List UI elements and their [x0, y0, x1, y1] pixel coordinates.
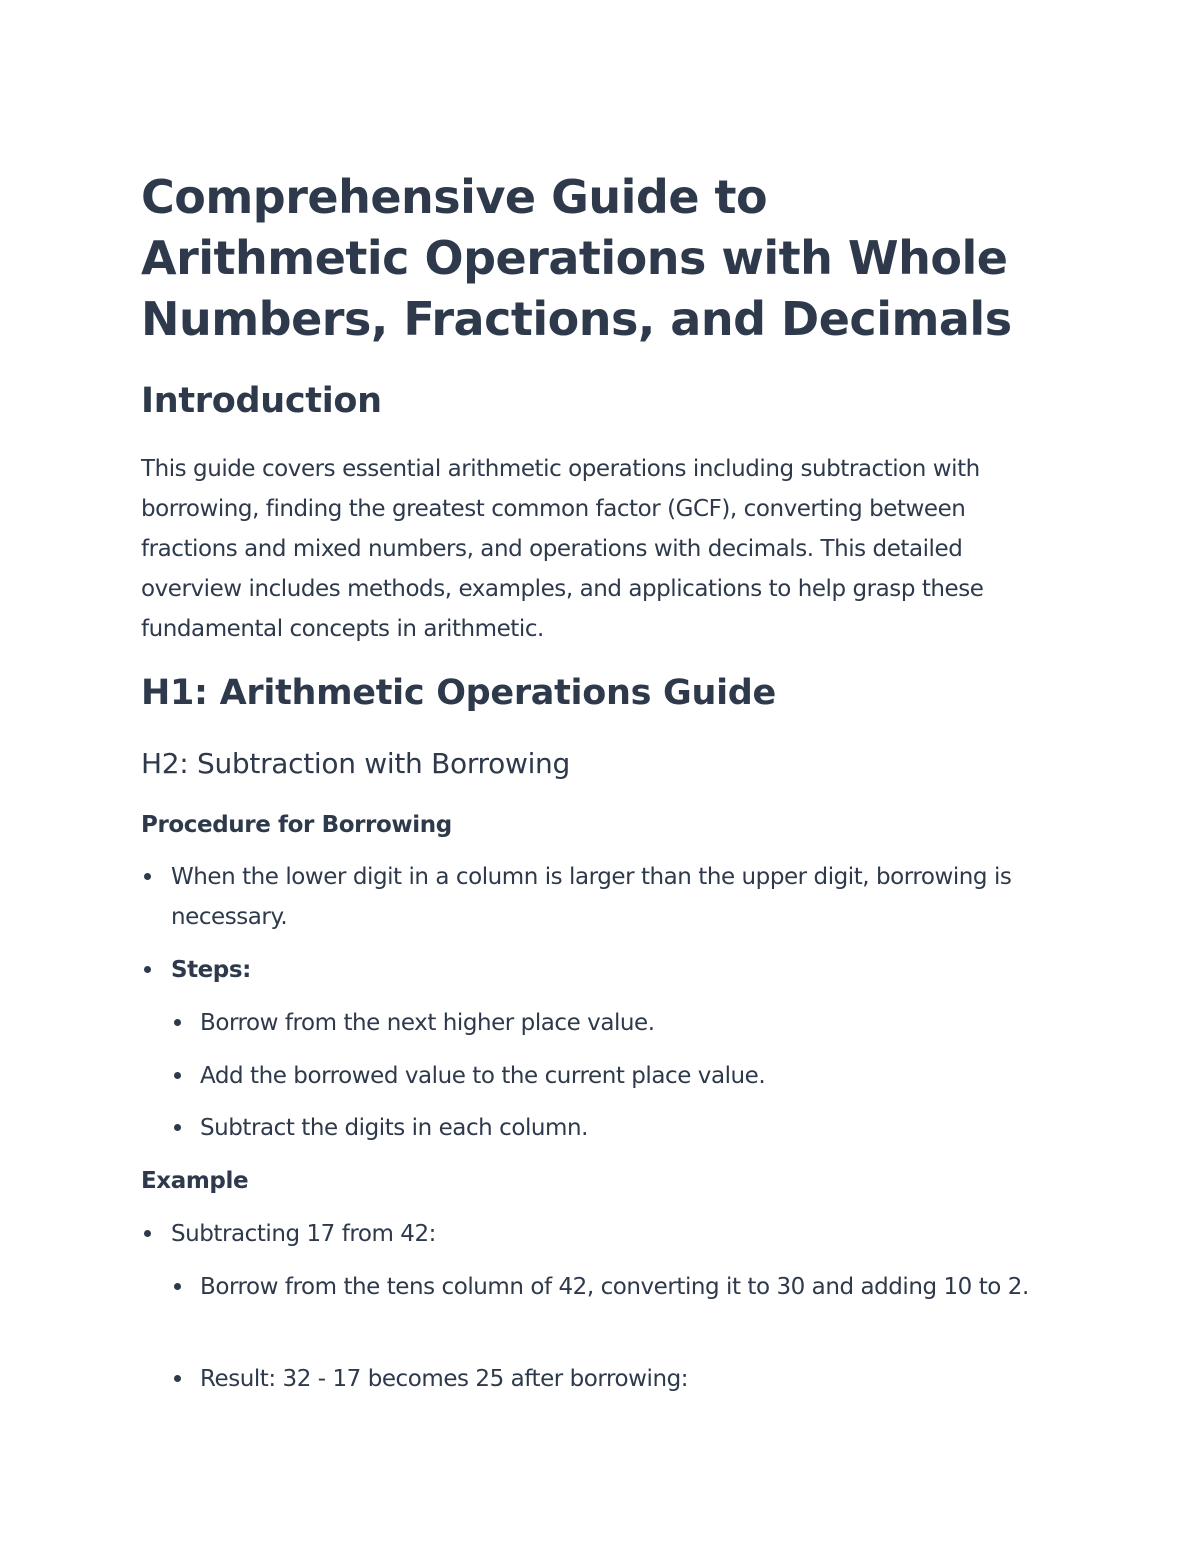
- document-title: Comprehensive Guide to Arithmetic Operations with Whole Numbers, Fractions, and Decimals: [141, 170, 1012, 346]
- list-item: Subtract the digits in each column.: [200, 1115, 588, 1141]
- bullet-icon: [174, 1124, 181, 1131]
- bullet-icon: [144, 966, 151, 973]
- steps-label: Steps:: [171, 957, 251, 983]
- list-item: [171, 950, 1021, 990]
- bullet-icon: [174, 1283, 181, 1290]
- bullet-icon: [144, 873, 151, 880]
- bullet-icon: [174, 1019, 181, 1026]
- introduction-paragraph: This guide covers essential arithmetic operations including subtraction with borrowing, finding the greatest common factor (GCF), converting between fractions and mixed numbers, and operations with decimals. This detailed overview includes methods, examples, and applications to help grasp these fundamental concepts in arithmetic.: [141, 456, 984, 642]
- bullet-icon: [174, 1375, 181, 1382]
- list-item: Borrow from the next higher place value.: [200, 1010, 655, 1036]
- section-heading-h2: H2: Subtraction with Borrowing: [141, 747, 570, 780]
- list-item: When the lower digit in a column is larger than the upper digit, borrowing is necessary.: [171, 864, 1012, 930]
- bullet-icon: [174, 1072, 181, 1079]
- list-item: Subtracting 17 from 42:: [171, 1221, 436, 1247]
- section-heading-h1: H1: Arithmetic Operations Guide: [141, 673, 776, 713]
- procedure-heading: Procedure for Borrowing: [141, 812, 452, 838]
- introduction-heading: Introduction: [141, 381, 382, 421]
- list-item: Borrow from the tens column of 42, converting it to 30 and adding 10 to 2.: [200, 1274, 1029, 1300]
- list-item: Add the borrowed value to the current place value.: [200, 1063, 766, 1089]
- example-heading: Example: [141, 1168, 249, 1194]
- bullet-icon: [144, 1230, 151, 1237]
- list-item: Result: 32 - 17 becomes 25 after borrowing:: [200, 1366, 689, 1392]
